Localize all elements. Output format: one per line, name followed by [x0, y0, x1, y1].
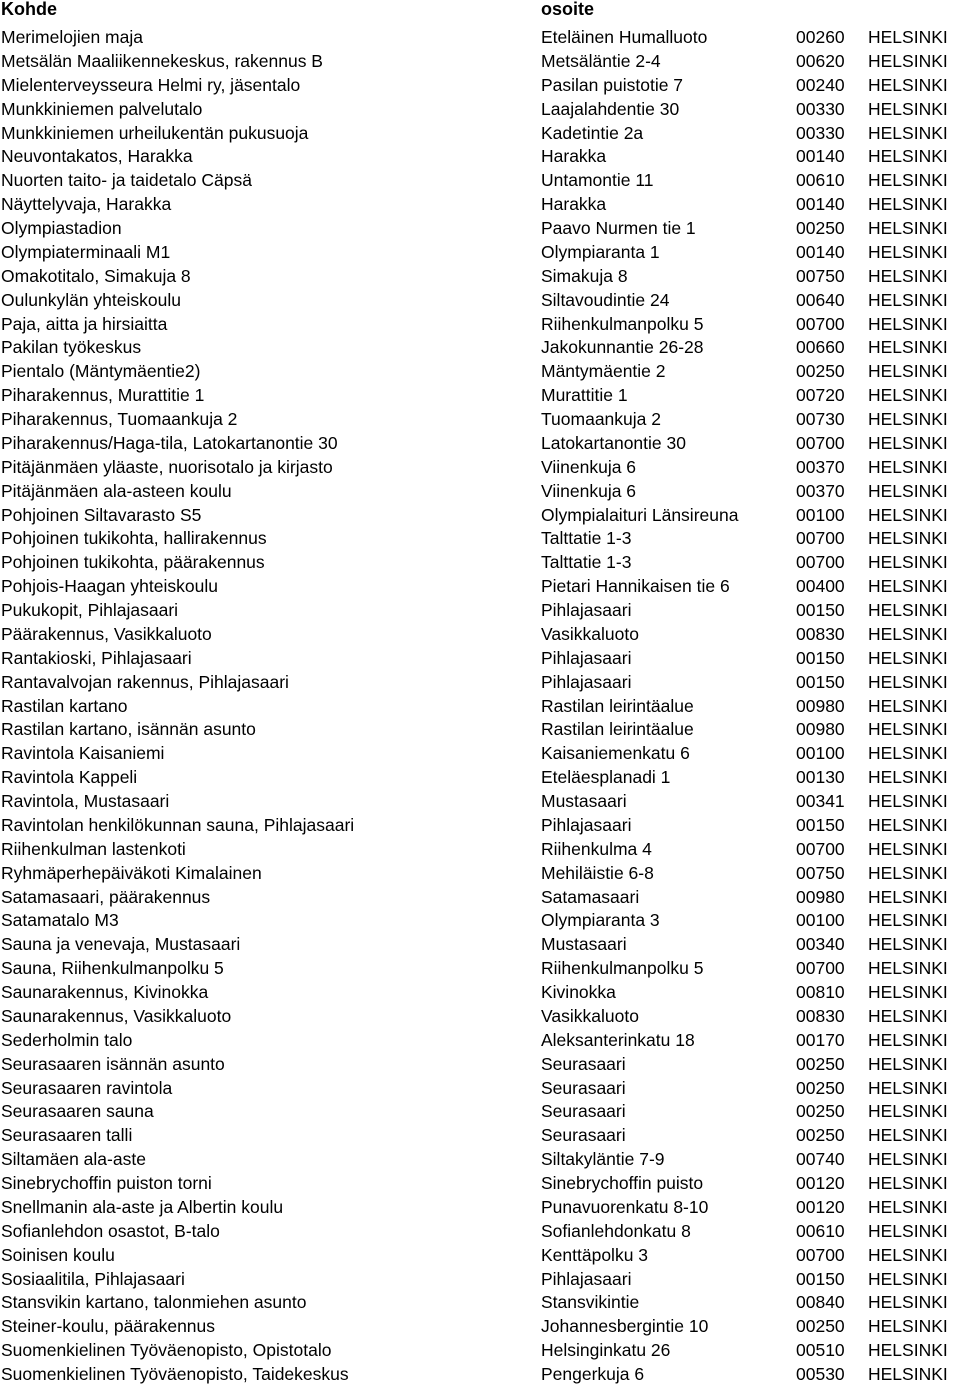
- cell-name: Rantavalvojan rakennus, Pihlajasaari: [1, 671, 289, 692]
- cell-zip: 00240: [796, 74, 845, 95]
- cell-city: HELSINKI: [868, 361, 948, 382]
- cell-name: Olympiaterminaali M1: [1, 241, 171, 262]
- table-row: [0, 289, 960, 313]
- table-row: [0, 933, 960, 957]
- cell-city: HELSINKI: [868, 1125, 948, 1146]
- cell-zip: 00530: [796, 1364, 845, 1384]
- cell-address: Siltakyläntie 7-9: [541, 1149, 665, 1170]
- cell-zip: 00400: [796, 576, 845, 597]
- cell-city: HELSINKI: [868, 671, 948, 692]
- cell-city: HELSINKI: [868, 1029, 948, 1050]
- cell-name: Pitäjänmäen yläaste, nuorisotalo ja kirjasto: [1, 456, 333, 477]
- cell-zip: 00120: [796, 1173, 845, 1193]
- cell-zip: 00250: [796, 1316, 845, 1337]
- cell-name: Pohjoinen tukikohta, hallirakennus: [1, 528, 267, 549]
- cell-name: Päärakennus, Vasikkaluoto: [1, 623, 212, 644]
- cell-name: Neuvontakatos, Harakka: [1, 146, 193, 167]
- cell-city: HELSINKI: [868, 480, 948, 501]
- table-row: [0, 527, 960, 551]
- table-row: [0, 169, 960, 193]
- cell-zip: 00150: [796, 647, 845, 668]
- cell-name: Suomenkielinen Työväenopisto, Taidekeskus: [1, 1364, 349, 1384]
- cell-city: HELSINKI: [868, 1268, 948, 1289]
- cell-address: Seurasaari: [541, 1125, 626, 1146]
- cell-address: Sofianlehdonkatu 8: [541, 1220, 691, 1241]
- cell-zip: 00330: [796, 98, 845, 119]
- cell-name: Ryhmäperhepäiväkoti Kimalainen: [1, 862, 262, 883]
- cell-address: Mustasaari: [541, 934, 627, 955]
- cell-city: HELSINKI: [868, 1053, 948, 1074]
- table-row: [0, 1244, 960, 1268]
- cell-address: Tuomaankuja 2: [541, 409, 661, 429]
- cell-name: Oulunkylän yhteiskoulu: [1, 289, 181, 310]
- table-row: [0, 766, 960, 790]
- cell-address: Rastilan leirintäalue: [541, 719, 694, 740]
- cell-city: HELSINKI: [868, 838, 948, 859]
- cell-address: Vasikkaluoto: [541, 623, 639, 644]
- cell-zip: 00740: [796, 1149, 845, 1170]
- cell-zip: 00150: [796, 814, 845, 835]
- cell-city: HELSINKI: [868, 170, 948, 191]
- table-row: [0, 1220, 960, 1244]
- table-row: [0, 623, 960, 647]
- cell-zip: 00250: [796, 218, 845, 238]
- cell-address: Jakokunnantie 26-28: [541, 337, 704, 358]
- cell-zip: 00610: [796, 1220, 845, 1241]
- cell-name: Sauna ja venevaja, Mustasaari: [1, 934, 241, 955]
- cell-city: HELSINKI: [868, 265, 948, 286]
- table-row: [0, 1148, 960, 1172]
- cell-zip: 00250: [796, 1125, 845, 1146]
- column-header-address: osoite: [541, 0, 595, 19]
- table-row: [0, 814, 960, 838]
- cell-zip: 00250: [796, 1101, 845, 1122]
- cell-address: Paavo Nurmen tie 1: [541, 218, 696, 238]
- cell-city: HELSINKI: [868, 528, 948, 549]
- cell-address: Pengerkuja 6: [541, 1364, 645, 1384]
- cell-zip: 00170: [796, 1029, 845, 1050]
- cell-address: Pihlajasaari: [541, 1268, 632, 1289]
- cell-name: Soinisen koulu: [1, 1244, 115, 1265]
- cell-zip: 00150: [796, 671, 845, 692]
- cell-city: HELSINKI: [868, 647, 948, 668]
- cell-zip: 00100: [796, 743, 845, 764]
- cell-zip: 00341: [796, 791, 845, 811]
- cell-zip: 00100: [796, 504, 845, 525]
- cell-zip: 00250: [796, 1053, 845, 1074]
- cell-city: HELSINKI: [868, 886, 948, 907]
- cell-city: HELSINKI: [868, 1196, 948, 1217]
- cell-zip: 00730: [796, 409, 845, 429]
- cell-city: HELSINKI: [868, 1364, 948, 1384]
- table-row: [0, 408, 960, 432]
- cell-city: HELSINKI: [868, 934, 948, 955]
- cell-city: HELSINKI: [868, 576, 948, 597]
- table-row: [0, 193, 960, 217]
- cell-address: Satamasaari: [541, 886, 640, 907]
- cell-address: Kaisaniemenkatu 6: [541, 743, 690, 764]
- cell-city: HELSINKI: [868, 409, 948, 429]
- cell-address: Pasilan puistotie 7: [541, 74, 684, 95]
- cell-zip: 00620: [796, 50, 845, 71]
- cell-address: Kenttäpolku 3: [541, 1244, 649, 1265]
- cell-address: Olympialaituri Länsireuna: [541, 504, 739, 525]
- table-row: [0, 122, 960, 146]
- table-row: [0, 671, 960, 695]
- table-row: [0, 862, 960, 886]
- table-row: [0, 551, 960, 575]
- cell-name: Pohjois-Haagan yhteiskoulu: [1, 576, 218, 597]
- table-row: [0, 1196, 960, 1220]
- cell-zip: 00980: [796, 886, 845, 907]
- cell-name: Ravintola, Mustasaari: [1, 791, 170, 811]
- table-row: [0, 504, 960, 528]
- table-row: [0, 480, 960, 504]
- table-row: [0, 1029, 960, 1053]
- cell-name: Rantakioski, Pihlajasaari: [1, 647, 192, 668]
- cell-zip: 00830: [796, 623, 845, 644]
- cell-zip: 00830: [796, 1005, 845, 1026]
- table-row: [0, 1124, 960, 1148]
- cell-address: Harakka: [541, 146, 607, 167]
- cell-city: HELSINKI: [868, 50, 948, 71]
- cell-name: Sosiaalitila, Pihlajasaari: [1, 1268, 185, 1289]
- cell-zip: 00100: [796, 910, 845, 931]
- cell-zip: 00840: [796, 1292, 845, 1313]
- cell-city: HELSINKI: [868, 146, 948, 167]
- cell-zip: 00700: [796, 552, 845, 573]
- cell-name: Seurasaaren sauna: [1, 1101, 154, 1122]
- cell-address: Siltavoudintie 24: [541, 289, 670, 310]
- cell-address: Kadetintie 2a: [541, 122, 644, 143]
- cell-zip: 00150: [796, 1268, 845, 1289]
- cell-address: Punavuorenkatu 8-10: [541, 1196, 709, 1217]
- cell-name: Ravintola Kappeli: [1, 767, 138, 788]
- cell-name: Munkkiniemen urheilukentän pukusuoja: [1, 122, 309, 143]
- table-row: [0, 98, 960, 122]
- table-row: [0, 313, 960, 337]
- cell-city: HELSINKI: [868, 1220, 948, 1241]
- table-row: [0, 599, 960, 623]
- table-row: [0, 217, 960, 241]
- cell-name: Sauna, Riihenkulmanpolku 5: [1, 958, 224, 979]
- cell-city: HELSINKI: [868, 27, 948, 47]
- cell-city: HELSINKI: [868, 313, 948, 334]
- cell-zip: 00980: [796, 719, 845, 740]
- cell-zip: 00700: [796, 838, 845, 859]
- cell-zip: 00140: [796, 241, 845, 262]
- cell-address: Simakuja 8: [541, 265, 628, 286]
- cell-name: Rastilan kartano, isännän asunto: [1, 719, 256, 740]
- cell-name: Pitäjänmäen ala-asteen koulu: [1, 480, 232, 501]
- cell-address: Harakka: [541, 194, 607, 215]
- cell-zip: 00140: [796, 146, 845, 167]
- cell-city: HELSINKI: [868, 194, 948, 215]
- cell-address: Kivinokka: [541, 982, 616, 1002]
- cell-city: HELSINKI: [868, 1149, 948, 1170]
- table-row: [0, 838, 960, 862]
- cell-name: Saunarakennus, Vasikkaluoto: [1, 1005, 232, 1026]
- table-row: [0, 74, 960, 98]
- cell-name: Pohjoinen Siltavarasto S5: [1, 504, 202, 525]
- table-row: [0, 886, 960, 910]
- cell-address: Johannesbergintie 10: [541, 1316, 709, 1337]
- cell-address: Vasikkaluoto: [541, 1005, 639, 1026]
- cell-zip: 00330: [796, 122, 845, 143]
- cell-zip: 00980: [796, 695, 845, 716]
- table-row: [0, 241, 960, 265]
- cell-address: Seurasaari: [541, 1053, 626, 1074]
- cell-zip: 00370: [796, 480, 845, 501]
- cell-name: Paja, aitta ja hirsiaitta: [1, 313, 168, 334]
- cell-address: Riihenkulma 4: [541, 838, 652, 859]
- cell-name: Siltamäen ala-aste: [1, 1149, 146, 1170]
- cell-name: Steiner-koulu, päärakennus: [1, 1316, 216, 1337]
- table-row: [0, 1291, 960, 1315]
- cell-address: Talttatie 1-3: [541, 552, 632, 573]
- cell-city: HELSINKI: [868, 814, 948, 835]
- cell-name: Riihenkulman lastenkoti: [1, 838, 186, 859]
- cell-address: Eteläesplanadi 1: [541, 767, 671, 788]
- cell-address: Laajalahdentie 30: [541, 98, 680, 119]
- cell-zip: 00750: [796, 265, 845, 286]
- cell-name: Satamatalo M3: [1, 910, 119, 931]
- cell-address: Mustasaari: [541, 791, 627, 811]
- cell-city: HELSINKI: [868, 289, 948, 310]
- cell-address: Murattitie 1: [541, 385, 628, 406]
- cell-address: Rastilan leirintäalue: [541, 695, 694, 716]
- cell-name: Seurasaaren talli: [1, 1125, 133, 1146]
- table-row: [0, 647, 960, 671]
- cell-city: HELSINKI: [868, 791, 948, 811]
- cell-address: Pihlajasaari: [541, 814, 632, 835]
- cell-address: Pihlajasaari: [541, 671, 632, 692]
- cell-address: Stansvikintie: [541, 1292, 640, 1313]
- cell-city: HELSINKI: [868, 241, 948, 262]
- cell-name: Näyttelyvaja, Harakka: [1, 194, 172, 215]
- cell-address: Sinebrychoffin puisto: [541, 1173, 704, 1193]
- cell-city: HELSINKI: [868, 910, 948, 931]
- cell-name: Sinebrychoffin puiston torni: [1, 1173, 212, 1193]
- cell-city: HELSINKI: [868, 1292, 948, 1313]
- cell-name: Sederholmin talo: [1, 1029, 133, 1050]
- cell-name: Merimelojien maja: [1, 27, 143, 47]
- cell-city: HELSINKI: [868, 695, 948, 716]
- cell-city: HELSINKI: [868, 504, 948, 525]
- cell-city: HELSINKI: [868, 982, 948, 1002]
- cell-name: Pientalo (Mäntymäentie2): [1, 361, 201, 382]
- table-row: [0, 742, 960, 766]
- cell-address: Viinenkuja 6: [541, 480, 637, 501]
- table-row: [0, 1053, 960, 1077]
- cell-name: Ravintolan henkilökunnan sauna, Pihlajasaari: [1, 814, 355, 835]
- cell-city: HELSINKI: [868, 98, 948, 119]
- cell-zip: 00340: [796, 934, 845, 955]
- column-header-name: Kohde: [1, 0, 57, 19]
- cell-zip: 00250: [796, 361, 845, 382]
- cell-name: Omakotitalo, Simakuja 8: [1, 265, 191, 286]
- cell-name: Pukukopit, Pihlajasaari: [1, 600, 179, 620]
- cell-city: HELSINKI: [868, 122, 948, 143]
- table-row: [0, 384, 960, 408]
- cell-city: HELSINKI: [868, 1077, 948, 1098]
- cell-zip: 00660: [796, 337, 845, 358]
- cell-city: HELSINKI: [868, 1173, 948, 1193]
- cell-zip: 00700: [796, 958, 845, 979]
- cell-city: HELSINKI: [868, 767, 948, 788]
- table-row: [0, 145, 960, 169]
- table-row: [0, 1339, 960, 1363]
- cell-city: HELSINKI: [868, 456, 948, 477]
- table-row: [0, 790, 960, 814]
- table-row: [0, 1077, 960, 1101]
- cell-zip: 00720: [796, 385, 845, 406]
- cell-zip: 00700: [796, 432, 845, 453]
- cell-zip: 00510: [796, 1340, 845, 1361]
- table-row: [0, 26, 960, 50]
- table-row: [0, 909, 960, 933]
- cell-address: Mäntymäentie 2: [541, 361, 666, 382]
- cell-address: Seurasaari: [541, 1077, 626, 1098]
- cell-name: Snellmanin ala-aste ja Albertin koulu: [1, 1196, 284, 1217]
- cell-city: HELSINKI: [868, 958, 948, 979]
- cell-name: Suomenkielinen Työväenopisto, Opistotalo: [1, 1340, 332, 1361]
- cell-zip: 00810: [796, 982, 845, 1002]
- table-row: [0, 695, 960, 719]
- cell-address: Pihlajasaari: [541, 647, 632, 668]
- cell-city: HELSINKI: [868, 719, 948, 740]
- cell-city: HELSINKI: [868, 1316, 948, 1337]
- cell-address: Pietari Hannikaisen tie 6: [541, 576, 730, 597]
- cell-name: Ravintola Kaisaniemi: [1, 743, 165, 764]
- cell-address: Seurasaari: [541, 1101, 626, 1122]
- cell-name: Olympiastadion: [1, 218, 122, 238]
- address-table: [0, 26, 960, 1387]
- cell-address: Latokartanontie 30: [541, 432, 686, 453]
- cell-city: HELSINKI: [868, 432, 948, 453]
- cell-name: Metsälän Maaliikennekeskus, rakennus B: [1, 50, 323, 71]
- table-row: [0, 575, 960, 599]
- cell-name: Stansvikin kartano, talonmiehen asunto: [1, 1292, 307, 1313]
- cell-city: HELSINKI: [868, 862, 948, 883]
- cell-address: Viinenkuja 6: [541, 456, 637, 477]
- cell-city: HELSINKI: [868, 743, 948, 764]
- cell-address: Riihenkulmanpolku 5: [541, 958, 704, 979]
- cell-city: HELSINKI: [868, 623, 948, 644]
- cell-city: HELSINKI: [868, 218, 948, 238]
- cell-address: Riihenkulmanpolku 5: [541, 313, 704, 334]
- cell-name: Seurasaaren isännän asunto: [1, 1053, 225, 1074]
- cell-address: Eteläinen Humalluoto: [541, 27, 708, 47]
- cell-zip: 00130: [796, 767, 845, 788]
- cell-address: Talttatie 1-3: [541, 528, 632, 549]
- cell-name: Nuorten taito- ja taidetalo Cäpsä: [1, 170, 252, 191]
- cell-address: Metsäläntie 2-4: [541, 50, 661, 71]
- cell-name: Saunarakennus, Kivinokka: [1, 982, 209, 1002]
- table-row: [0, 1268, 960, 1292]
- cell-address: Mehiläistie 6-8: [541, 862, 654, 883]
- cell-name: Mielenterveysseura Helmi ry, jäsentalo: [1, 74, 301, 95]
- table-row: [0, 1100, 960, 1124]
- cell-city: HELSINKI: [868, 552, 948, 573]
- cell-name: Piharakennus, Tuomaankuja 2: [1, 409, 238, 429]
- table-row: [0, 265, 960, 289]
- cell-zip: 00750: [796, 862, 845, 883]
- cell-name: Rastilan kartano: [1, 695, 128, 716]
- cell-address: Untamontie 11: [541, 170, 654, 191]
- cell-zip: 00260: [796, 27, 845, 47]
- cell-zip: 00120: [796, 1196, 845, 1217]
- cell-address: Helsinginkatu 26: [541, 1340, 671, 1361]
- cell-city: HELSINKI: [868, 600, 948, 620]
- cell-city: HELSINKI: [868, 385, 948, 406]
- cell-name: Piharakennus/Haga-tila, Latokartanontie 30: [1, 432, 338, 453]
- cell-zip: 00700: [796, 313, 845, 334]
- cell-name: Sofianlehdon osastot, B-talo: [1, 1220, 220, 1241]
- cell-name: Pohjoinen tukikohta, päärakennus: [1, 552, 265, 573]
- cell-address: Olympiaranta 1: [541, 241, 660, 262]
- cell-zip: 00700: [796, 528, 845, 549]
- cell-address: Olympiaranta 3: [541, 910, 660, 931]
- cell-city: HELSINKI: [868, 1005, 948, 1026]
- cell-address: Aleksanterinkatu 18: [541, 1029, 695, 1050]
- cell-name: Seurasaaren ravintola: [1, 1077, 173, 1098]
- cell-city: HELSINKI: [868, 74, 948, 95]
- cell-name: Pakilan työkeskus: [1, 337, 142, 358]
- cell-name: Piharakennus, Murattitie 1: [1, 385, 205, 406]
- table-row: [0, 718, 960, 742]
- cell-zip: 00370: [796, 456, 845, 477]
- table-row: [0, 1363, 960, 1387]
- cell-city: HELSINKI: [868, 1244, 948, 1265]
- cell-zip: 00250: [796, 1077, 845, 1098]
- cell-zip: 00610: [796, 170, 845, 191]
- cell-city: HELSINKI: [868, 1340, 948, 1361]
- cell-zip: 00640: [796, 289, 845, 310]
- table-row: [0, 1315, 960, 1339]
- table-row: [0, 432, 960, 456]
- cell-zip: 00700: [796, 1244, 845, 1265]
- table-row: [0, 957, 960, 981]
- table-row: [0, 1172, 960, 1196]
- table-row: [0, 1005, 960, 1029]
- cell-zip: 00140: [796, 194, 845, 215]
- cell-address: Pihlajasaari: [541, 600, 632, 620]
- table-row: [0, 50, 960, 74]
- cell-name: Satamasaari, päärakennus: [1, 886, 211, 907]
- table-row: [0, 336, 960, 360]
- table-row: [0, 360, 960, 384]
- cell-city: HELSINKI: [868, 337, 948, 358]
- table-row: [0, 981, 960, 1005]
- cell-name: Munkkiniemen palvelutalo: [1, 98, 203, 119]
- table-row: [0, 456, 960, 480]
- cell-zip: 00150: [796, 600, 845, 620]
- cell-city: HELSINKI: [868, 1101, 948, 1122]
